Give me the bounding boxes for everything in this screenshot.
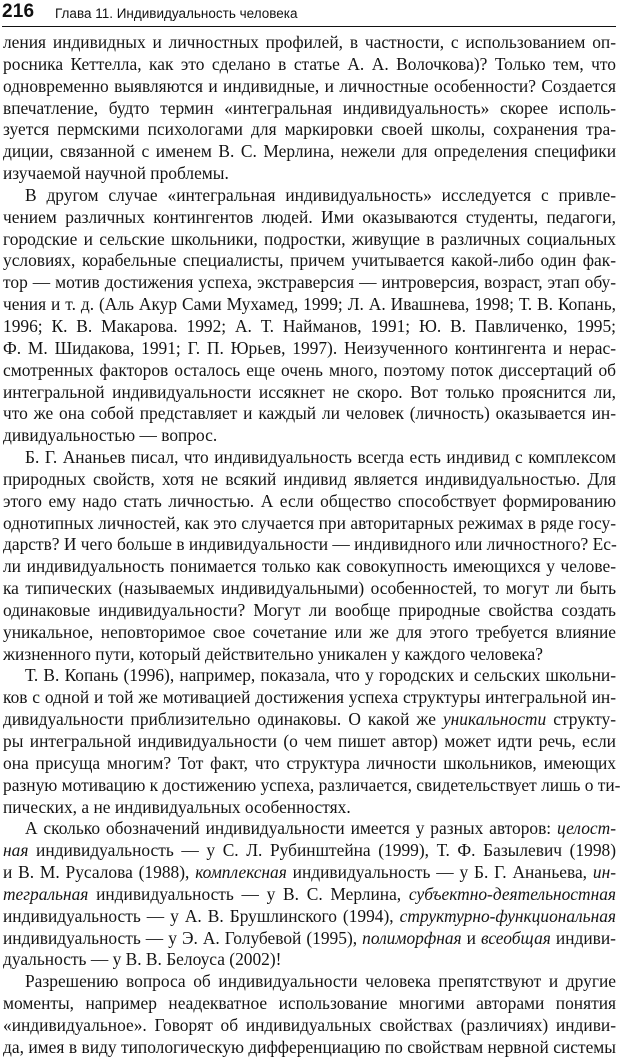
text-line: ли индивидуальность понимается только как совокупность имеющихся у челове-: [3, 556, 616, 577]
page-number: 216: [2, 1, 35, 22]
text-run: дивидуальности приблизительно одинаковы. О какой же: [3, 709, 443, 730]
text-line: изучаемой научной проблемы.: [3, 163, 229, 184]
text-run: и: [461, 927, 481, 948]
text-line: жизненного пути, который действительно уникален у каждого человека?: [3, 643, 543, 664]
text-line: [0, 884, 620, 906]
text-run: структу-: [546, 709, 616, 730]
text-line: интегральной индивидуальности иссякнет не скоро. Вот только прояснится ли,: [3, 381, 616, 402]
text-run: индивидуальность — у Э. А. Голубевой (1995),: [3, 927, 363, 948]
text-line: этого ему надо стать личностью. А если общество способствует формированию: [3, 490, 616, 511]
text-line: [0, 840, 620, 862]
text-line: пических, а не индивидуальных особенностях.: [3, 796, 351, 817]
text-line: росника Кеттелла, как это сделано в статье А. А. Волочкова)? Только тем, что: [3, 53, 616, 74]
text-line: впечатление, будто термин «интегральная индивидуальность» скорее исполь-: [3, 97, 616, 118]
text-line: дарств? И чего больше в индивидуальности — индивидного или личностного? Ес-: [3, 534, 617, 555]
text-line: уникальное, неповторимое свое сочетание или же для этого требуется влияние: [3, 621, 616, 642]
text-line: чением различных контингентов людей. Ими оказываются студенты, педагоги,: [3, 206, 616, 227]
text-line: природных свойств, хотя не всякий индивид является индивидуальностью. Для: [3, 468, 616, 489]
text-line: она присуща многим? Тот факт, что структура личности школьников, имеющих: [3, 752, 616, 773]
text-line: [0, 818, 620, 840]
text-line: [0, 928, 620, 950]
text-line: Ф. М. Шидакова, 1991; Г. П. Юрьев, 1997). Неизученного контингента и нерас-: [3, 337, 616, 358]
italic-term: целост-: [557, 818, 616, 839]
text-line: дуальность — у В. В. Белоуса (2002)!: [3, 949, 282, 970]
text-line: что же она собой представляет и каждый ли человек (личность) оказывается ин-: [3, 403, 616, 424]
italic-term: тегральная: [3, 883, 89, 904]
text-line: «индивидуальное». Говорят об индивидуальных свойствах (различиях) индиви-: [3, 1014, 616, 1035]
italic-term: структурно-функциональная: [399, 905, 616, 926]
text-line: одновременно выявляются и индивидные, и личностные особенности? Создается: [3, 75, 616, 96]
text-line: зуется пермскими психологами для маркировки своей школы, сохранения тра-: [3, 119, 616, 140]
italic-term: комплексная: [195, 862, 287, 883]
text-run: индивидуальность — у А. В. Брушлинского (1994),: [3, 905, 400, 926]
text-line: диции, связанной с именем В. С. Мерлина, нежели для определения специфики: [3, 141, 616, 162]
text-run: А сколько обозначений индивидуальности имеется у разных авторов:: [25, 818, 558, 839]
text-line: разную мотивацию к достижению успеха, различается, свидетельствует лишь о ти-: [3, 774, 620, 795]
text-line: Б. Г. Ананьев писал, что индивидуальность всегда есть индивид с комплексом: [25, 447, 616, 468]
running-head: Глава 11. Индивидуальность человека: [55, 6, 298, 21]
text-line: [0, 709, 620, 731]
text-line: 1996; К. В. Макарова. 1992; А. Т. Найманов, 1991; Ю. В. Павличенко, 1995;: [3, 315, 616, 336]
italic-term: уникальности: [442, 709, 547, 730]
text-line: Т. В. Копань (1996), например, показала, что у городских и сельских школьни-: [25, 665, 616, 686]
text-line: Разрешению вопроса об индивидуальности человека препятствуют и другие: [25, 971, 616, 992]
text-line: чения и т. д. (Аль Акур Сами Мухамед, 1999; Л. А. Ивашнева, 1998; Т. В. Копань,: [3, 294, 616, 315]
italic-term: субъектно-деятельностная: [408, 883, 616, 904]
italic-term: полиморфная: [362, 927, 462, 948]
text-line: однотипных личностей, как это случается при авторитарных режимах в ряде госу-: [3, 512, 616, 533]
italic-term: ин-: [592, 862, 616, 883]
text-line: да, имея в виду типологическую дифференциацию по свойствам нервной системы: [3, 1036, 616, 1057]
text-run: индивидуальность — у С. Л. Рубинштейна (1999), Т. Ф. Базылевич (1998): [28, 840, 616, 861]
body-text: [0, 32, 620, 1059]
text-line: тор — мотив достижения успеха, экстраверсия — интроверсия, возраст, этап обу-: [3, 272, 616, 293]
text-line: [0, 906, 620, 928]
text-line: смотренных факторов осталось еще очень много, поэтому поток диссертаций об: [3, 359, 616, 380]
text-line: одинаковые индивидуальности? Могут ли вообще природные свойства создать: [3, 599, 616, 620]
text-line: [0, 862, 620, 884]
italic-term: ная: [3, 840, 29, 861]
text-line: В другом случае «интегральная индивидуальность» исследуется с привле-: [25, 184, 616, 205]
text-line: ления индивидных и личностных профилей, в частности, с использованием оп-: [3, 32, 616, 52]
text-run: индивидуальность — у В. С. Мерлина,: [88, 883, 409, 904]
text-line: ка типических (называемых индивидуальными) особенностей, то могут ли быть: [3, 578, 616, 599]
text-run: индиви-: [550, 927, 616, 948]
italic-term: всеобщая: [481, 927, 551, 948]
text-line: дивидуальностью — вопрос.: [3, 425, 218, 446]
text-line: условиях, корабельные специалисты, причем учитывается какой-либо один фак-: [3, 250, 616, 271]
text-line: городские и сельские школьники, подростки, живущие в различных социальных: [3, 228, 616, 249]
text-run: и В. М. Русалова (1988),: [3, 862, 196, 883]
page-header: [2, 1, 616, 27]
text-line: ков с одной и той же мотивацией достижения успеха структуры интегральной ин-: [3, 687, 616, 708]
text-line: моменты, например неадекватное использование многими авторами понятия: [3, 993, 616, 1014]
text-line: ры интегральной индивидуальности (о чем пишет автор) может идти речь, если: [3, 731, 616, 751]
text-run: индивидуальность — у Б. Г. Ананьева,: [286, 862, 593, 883]
